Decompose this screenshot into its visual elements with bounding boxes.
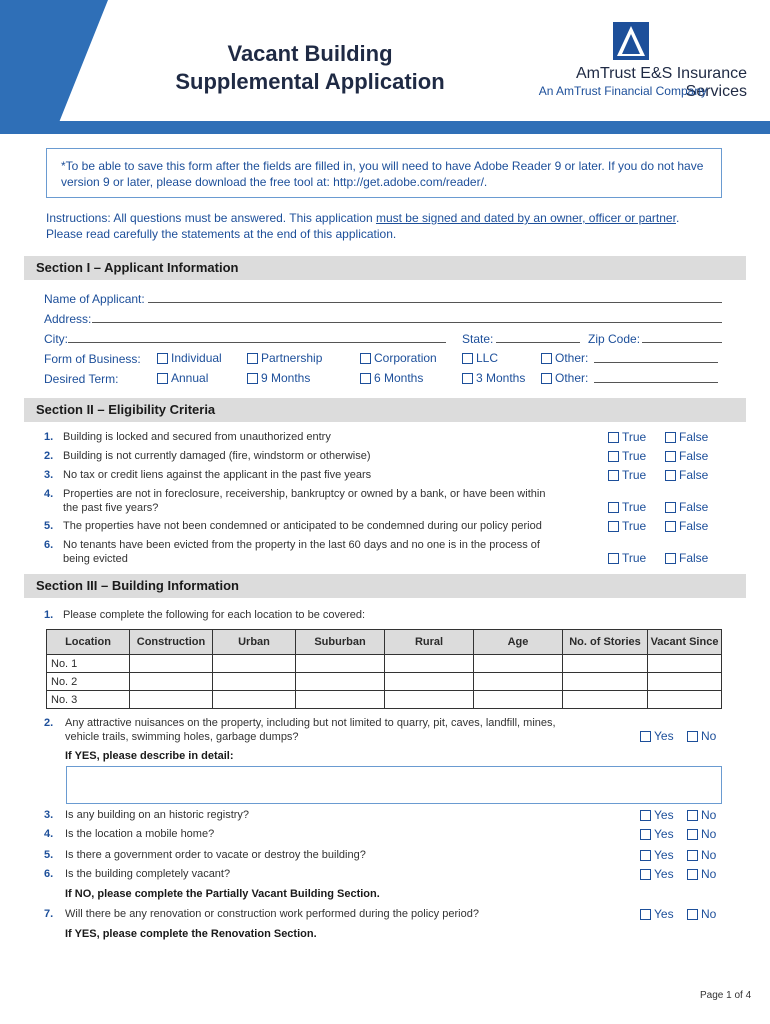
q3-false[interactable]: False — [665, 468, 708, 482]
checkbox-other-term[interactable]: Other: — [541, 371, 588, 385]
checkbox-icon[interactable] — [687, 869, 698, 880]
table-row — [47, 655, 722, 673]
q-number: 2. — [44, 717, 54, 729]
checkbox-icon[interactable] — [157, 373, 168, 384]
cell[interactable] — [296, 673, 385, 691]
section-3-header: Section III – Building Information — [24, 574, 746, 598]
col-rural: Rural — [385, 630, 474, 655]
q4-false[interactable]: False — [665, 500, 708, 514]
title-line-2: Supplemental Application — [175, 69, 445, 94]
col-stories: No. of Stories — [563, 630, 648, 655]
checkbox-icon[interactable] — [665, 502, 676, 513]
checkbox-icon[interactable] — [665, 451, 676, 462]
checkbox-icon[interactable] — [462, 353, 473, 364]
checkbox-partnership[interactable]: Partnership — [247, 351, 322, 365]
checkbox-icon[interactable] — [157, 353, 168, 364]
checkbox-icon[interactable] — [665, 521, 676, 532]
q-text: No tax or credit liens against the applicant in the past five years — [63, 469, 372, 481]
checkbox-icon[interactable] — [640, 869, 651, 880]
cell[interactable] — [130, 655, 213, 673]
instructions-text-1: All questions must be answered. This application — [110, 211, 376, 225]
checkbox-icon[interactable] — [640, 850, 651, 861]
checkbox-icon[interactable] — [608, 502, 619, 513]
state-field[interactable] — [496, 332, 580, 343]
q-text: Any attractive nuisances on the property, including but not limited to quarry, pit, caves, landfill, mines, vehicle trails, swimming holes, garbage dumps? — [65, 717, 556, 743]
q-number: 5. — [44, 849, 54, 861]
checkbox-icon[interactable] — [640, 810, 651, 821]
q-text: Will there be any renovation or construction work performed during the policy period? — [65, 908, 479, 920]
other-business-field[interactable] — [594, 352, 718, 363]
q7-yes[interactable]: Yes — [640, 907, 674, 921]
cell[interactable] — [648, 673, 722, 691]
checkbox-icon[interactable] — [665, 470, 676, 481]
instructions-line-2: Please read carefully the statements at the end of this application. — [46, 227, 397, 241]
q-text: Please complete the following for each location to be covered: — [63, 609, 366, 621]
cell[interactable] — [648, 655, 722, 673]
q3-yes[interactable]: Yes — [640, 808, 674, 822]
instructions-label: Instructions: — [46, 211, 111, 225]
if-no-partially-vacant-note: If NO, please complete the Partially Vacant Building Section. — [65, 888, 380, 900]
checkbox-icon[interactable] — [541, 373, 552, 384]
q5-no[interactable]: No — [687, 848, 716, 862]
checkbox-icon[interactable] — [608, 521, 619, 532]
page-title — [150, 40, 470, 96]
checkbox-icon[interactable] — [360, 353, 371, 364]
cell[interactable] — [563, 673, 648, 691]
q-number: 2. — [44, 450, 54, 462]
checkbox-icon[interactable] — [665, 553, 676, 564]
cell[interactable] — [474, 691, 563, 709]
instructions — [46, 210, 736, 242]
applicant-name-label: Name of Applicant: — [44, 292, 145, 306]
checkbox-annual[interactable]: Annual — [157, 371, 208, 385]
q-number: 3. — [44, 469, 54, 481]
cell[interactable] — [474, 655, 563, 673]
checkbox-icon[interactable] — [687, 909, 698, 920]
q1-true[interactable]: True — [608, 430, 646, 444]
checkbox-icon[interactable] — [360, 373, 371, 384]
checkbox-icon[interactable] — [608, 451, 619, 462]
checkbox-3-months[interactable]: 3 Months — [462, 371, 525, 385]
col-suburban: Suburban — [296, 630, 385, 655]
checkbox-icon[interactable] — [640, 909, 651, 920]
checkbox-6-months[interactable]: 6 Months — [360, 371, 423, 385]
amtrust-logo-icon — [613, 22, 649, 60]
cell[interactable] — [474, 673, 563, 691]
cell[interactable] — [296, 655, 385, 673]
checkbox-icon[interactable] — [687, 731, 698, 742]
if-yes-renovation-note: If YES, please complete the Renovation Section. — [65, 928, 317, 940]
q6-no[interactable]: No — [687, 867, 716, 881]
q-text: Building is locked and secured from unauthorized entry — [63, 431, 331, 443]
checkbox-icon[interactable] — [462, 373, 473, 384]
col-construction: Construction — [130, 630, 213, 655]
q4-true[interactable]: True — [608, 500, 646, 514]
checkbox-icon[interactable] — [687, 850, 698, 861]
instructions-underline: must be signed and dated by an owner, officer or partner — [375, 211, 676, 225]
q-number: 5. — [44, 520, 54, 532]
table-row — [47, 673, 722, 691]
q-text: Is the building completely vacant? — [65, 868, 231, 880]
q-text: Is there a government order to vacate or destroy the building? — [65, 849, 366, 861]
checkbox-corporation[interactable]: Corporation — [360, 351, 437, 365]
row-label: No. 2 — [47, 673, 130, 691]
q-number: 3. — [44, 809, 54, 821]
q-text: Building is not currently damaged (fire, windstorm or otherwise) — [63, 450, 371, 462]
checkbox-icon[interactable] — [640, 829, 651, 840]
adobe-notice: *To be able to save this form after the fields are filled in, you will need to have Adobe Reader 9 or later. If you do not have version 9 or later, please download the free tool at: http://get.adobe.com/reader/. — [46, 148, 722, 198]
cell[interactable] — [213, 655, 296, 673]
cell[interactable] — [648, 691, 722, 709]
q-number: 7. — [44, 908, 54, 920]
table-header-row — [47, 630, 722, 655]
checkbox-llc[interactable]: LLC — [462, 351, 498, 365]
q6-false[interactable]: False — [665, 551, 708, 565]
checkbox-icon[interactable] — [247, 353, 258, 364]
q-number: 6. — [44, 868, 54, 880]
q-number: 6. — [44, 539, 54, 551]
instructions-text-2: . — [675, 211, 680, 225]
q5-yes[interactable]: Yes — [640, 848, 674, 862]
form-of-business-label: Form of Business: — [44, 352, 141, 366]
cell[interactable] — [296, 691, 385, 709]
q5-false[interactable]: False — [665, 519, 708, 533]
cell[interactable] — [385, 655, 474, 673]
q-number: 4. — [44, 488, 54, 500]
checkbox-icon[interactable] — [640, 731, 651, 742]
applicant-name-field[interactable] — [148, 292, 722, 303]
section-2-header: Section II – Eligibility Criteria — [24, 398, 746, 422]
city-label: City: — [44, 332, 68, 346]
checkbox-icon[interactable] — [541, 353, 552, 364]
col-location: Location — [47, 630, 130, 655]
cell[interactable] — [385, 691, 474, 709]
checkbox-icon[interactable] — [608, 553, 619, 564]
page-number: Page 1 of 4 — [700, 990, 752, 1001]
cell[interactable] — [213, 673, 296, 691]
col-vacant-since: Vacant Since — [648, 630, 722, 655]
q6-true[interactable]: True — [608, 551, 646, 565]
cell[interactable] — [130, 691, 213, 709]
city-field[interactable] — [68, 332, 446, 343]
address-label: Address: — [44, 312, 92, 326]
locations-table — [46, 629, 722, 709]
cell[interactable] — [213, 691, 296, 709]
other-term-field[interactable] — [594, 372, 718, 383]
checkbox-icon[interactable] — [665, 432, 676, 443]
desired-term-label: Desired Term: — [44, 372, 119, 386]
q-number: 1. — [44, 609, 54, 621]
cell[interactable] — [563, 691, 648, 709]
q3-true[interactable]: True — [608, 468, 646, 482]
header-accent-shape — [0, 0, 108, 130]
q6-yes[interactable]: Yes — [640, 867, 674, 881]
header-band — [0, 121, 770, 134]
q4-yes[interactable]: Yes — [640, 827, 674, 841]
checkbox-9-months[interactable]: 9 Months — [247, 371, 310, 385]
cell[interactable] — [563, 655, 648, 673]
col-urban: Urban — [213, 630, 296, 655]
q-text: The properties have not been condemned or anticipated to be condemned during our policy period — [63, 520, 542, 532]
checkbox-icon[interactable] — [687, 829, 698, 840]
q-text: Is any building on an historic registry? — [65, 809, 250, 821]
company-subtitle: An AmTrust Financial Company — [538, 84, 707, 98]
cell[interactable] — [130, 673, 213, 691]
q1-false[interactable]: False — [665, 430, 708, 444]
describe-detail-field[interactable] — [66, 766, 722, 804]
q4-no[interactable]: No — [687, 827, 716, 841]
checkbox-icon[interactable] — [687, 810, 698, 821]
q-text: No tenants have been evicted from the property in the last 60 days and no one is in the process of being evicted — [63, 539, 540, 565]
q-number: 4. — [44, 828, 54, 840]
checkbox-icon[interactable] — [608, 470, 619, 481]
q-text: Is the location a mobile home? — [65, 828, 215, 840]
q-number: 1. — [44, 431, 54, 443]
q2-yes[interactable]: Yes — [640, 729, 674, 743]
table-row — [47, 691, 722, 709]
q2-true[interactable]: True — [608, 449, 646, 463]
if-yes-describe-label: If YES, please describe in detail: — [65, 750, 234, 762]
q-text: Properties are not in foreclosure, receivership, bankruptcy or owned by a bank, or have been within the past five years? — [63, 488, 546, 514]
address-field[interactable] — [92, 312, 722, 323]
checkbox-icon[interactable] — [247, 373, 258, 384]
company-name: AmTrust E&S Insurance Services — [575, 65, 747, 100]
state-label: State: — [462, 332, 494, 346]
checkbox-icon[interactable] — [608, 432, 619, 443]
checkbox-other-business[interactable]: Other: — [541, 351, 588, 365]
q5-true[interactable]: True — [608, 519, 646, 533]
q2-false[interactable]: False — [665, 449, 708, 463]
row-label: No. 1 — [47, 655, 130, 673]
zip-field[interactable] — [642, 332, 722, 343]
section-1-header: Section I – Applicant Information — [24, 256, 746, 280]
col-age: Age — [474, 630, 563, 655]
checkbox-individual[interactable]: Individual — [157, 351, 222, 365]
cell[interactable] — [385, 673, 474, 691]
q3-no[interactable]: No — [687, 808, 716, 822]
zip-label: Zip Code: — [588, 332, 641, 346]
q7-no[interactable]: No — [687, 907, 716, 921]
row-label: No. 3 — [47, 691, 130, 709]
q2-no[interactable]: No — [687, 729, 716, 743]
title-line-1: Vacant Building — [227, 41, 393, 66]
